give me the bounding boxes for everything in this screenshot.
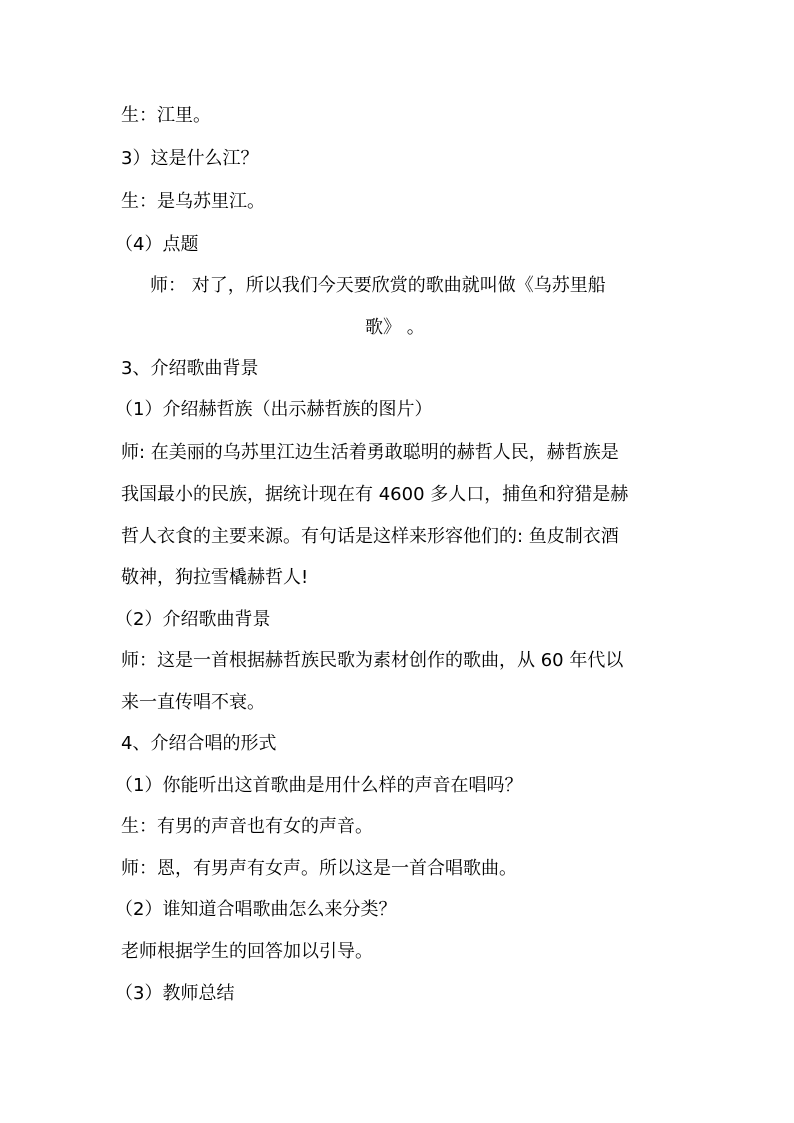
text-line: （2）谁知道合唱歌曲怎么来分类？ [115,899,397,920]
text-line: （1）你能听出这首歌曲是用什么样的声音在唱吗？ [115,775,523,796]
text-line: 师: 在美丽的乌苏里江边生活着勇敢聪明的赫哲人民，赫哲族是 [121,442,619,463]
text-line: （3）教师总结 [115,983,235,1004]
text-line: 3）这是什么江？ [121,148,259,169]
text-line: 4、介绍合唱的形式 [121,733,277,754]
text-line: 我国最小的民族，据统计现在有 4600 多人口，捕鱼和狩猎是赫 [121,484,629,505]
text-line: 哲人衣食的主要来源。有句话是这样来形容他们的: 鱼皮制衣酒 [121,526,619,547]
text-line: 3、介绍歌曲背景 [121,358,259,379]
text-line: 来一直传唱不衰。 [121,692,265,713]
text-line: （4）点题 [115,234,199,255]
text-line: 敬神，狗拉雪橇赫哲人! [121,567,309,588]
text-line: （1）介绍赫哲族（出示赫哲族的图片） [115,399,433,420]
text-line: 老师根据学生的回答加以引导。 [121,941,373,962]
text-line: 歌》 。 [365,317,425,338]
text-line: 生：江里。 [121,105,211,126]
text-line: 生：是乌苏里江。 [121,191,265,212]
text-line: 师：这是一首根据赫哲族民歌为素材创作的歌曲，从 60 年代以 [121,650,624,671]
text-line: 师：恩，有男声有女声。所以这是一首合唱歌曲。 [121,858,517,879]
text-line: （2）介绍歌曲背景 [115,609,271,630]
text-line: 师： 对了，所以我们今天要欣赏的歌曲就叫做《乌苏里船 [150,275,606,296]
text-line: 生：有男的声音也有女的声音。 [121,816,373,837]
